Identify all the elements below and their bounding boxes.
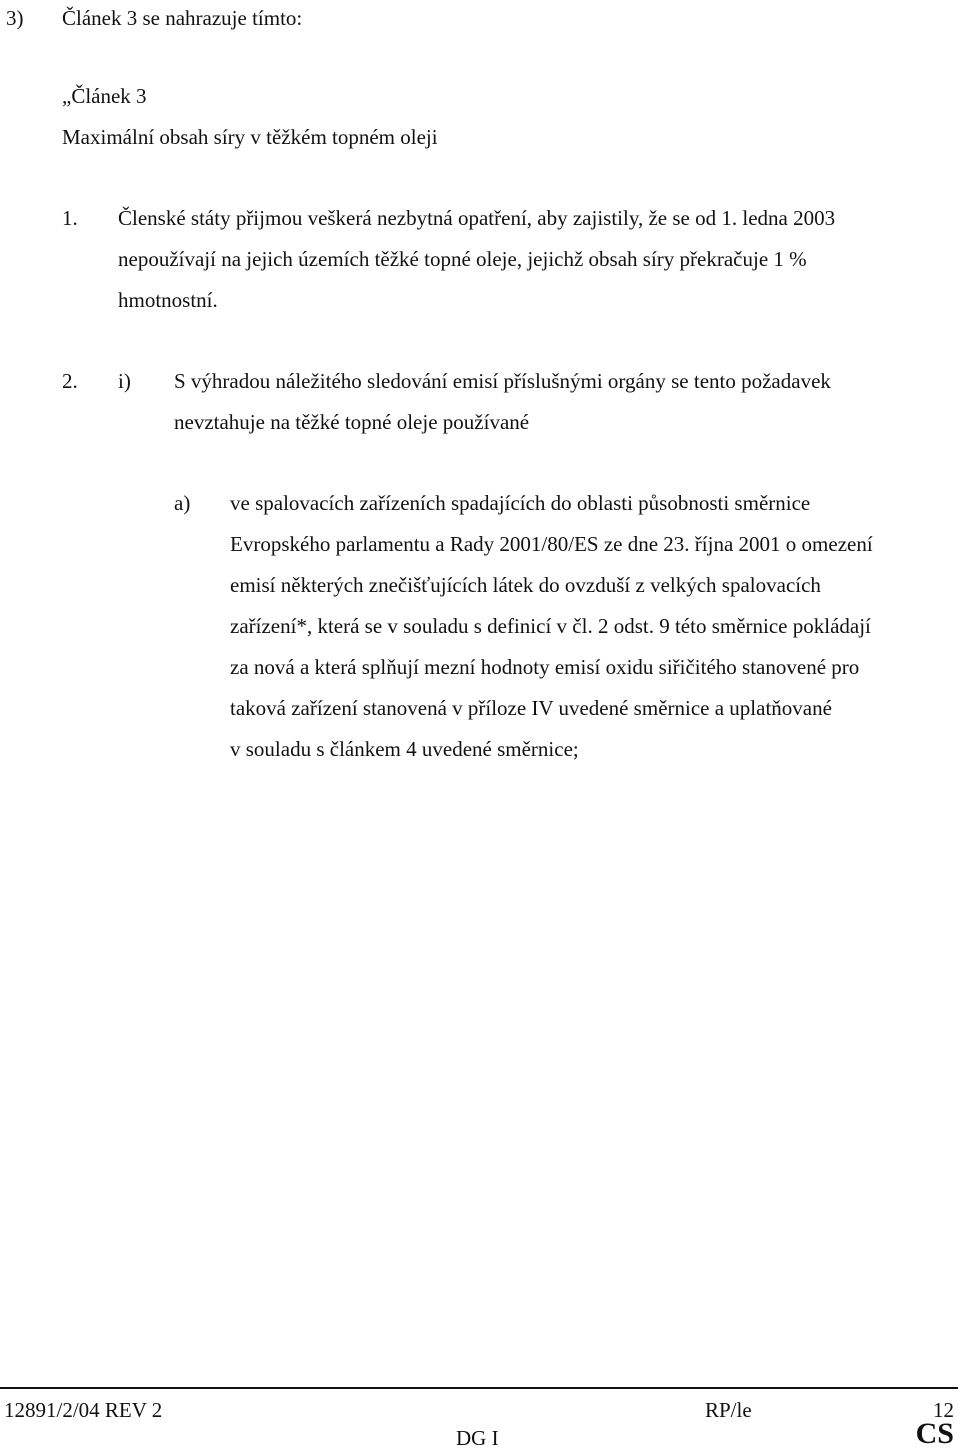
article-heading: „Článek 3 xyxy=(62,84,147,108)
paragraph-2-number: 2. xyxy=(62,369,78,393)
paragraph-1-line: Členské státy přijmou veškerá nezbytná opatření, aby zajistily, že se od 1. ledna 2003 xyxy=(118,206,836,230)
footer-directorate: DG I xyxy=(456,1426,499,1450)
paragraph-1-number: 1. xyxy=(62,206,78,230)
footer-divider xyxy=(0,1387,958,1389)
paragraph-2-sub-number: i) xyxy=(118,369,131,393)
footer-doc-ref: 12891/2/04 REV 2 xyxy=(4,1398,163,1422)
paragraph-1-line: hmotnostní. xyxy=(118,288,218,312)
point-a-line: Evropského parlamentu a Rady 2001/80/ES ze dne 23. října 2001 o omezení xyxy=(230,532,873,556)
point-a-label: a) xyxy=(174,491,191,515)
footer-language-code: CS xyxy=(915,1417,954,1450)
point-a-line: v souladu s článkem 4 uvedené směrnice; xyxy=(230,737,579,761)
footer-initials: RP/le xyxy=(705,1398,752,1422)
amendment-intro: Článek 3 se nahrazuje tímto: xyxy=(62,6,303,30)
point-a-line: emisí některých znečišťujících látek do ovzduší z velkých spalovacích xyxy=(230,573,821,597)
paragraph-1-line: nepoužívají na jejich územích těžké topné oleje, jejichž obsah síry překračuje 1 % xyxy=(118,247,807,271)
point-a-line: ve spalovacích zařízeních spadajících do oblasti působnosti směrnice xyxy=(230,491,811,515)
article-title: Maximální obsah síry v těžkém topném oleji xyxy=(62,125,438,149)
point-a-line: za nová a která splňují mezní hodnoty emisí oxidu siřičitého stanovené pro xyxy=(230,655,860,679)
point-a-line: zařízení*, která se v souladu s definicí v čl. 2 odst. 9 této směrnice pokládají xyxy=(230,614,871,638)
paragraph-2-line: nevztahuje na těžké topné oleje používané xyxy=(174,410,530,434)
point-a-line: taková zařízení stanovená v příloze IV uvedené směrnice a uplatňované xyxy=(230,696,832,720)
paragraph-2-line: S výhradou náležitého sledování emisí příslušnými orgány se tento požadavek xyxy=(174,369,831,393)
amendment-number: 3) xyxy=(6,6,24,30)
footer-page-number: 12 xyxy=(933,1398,954,1422)
